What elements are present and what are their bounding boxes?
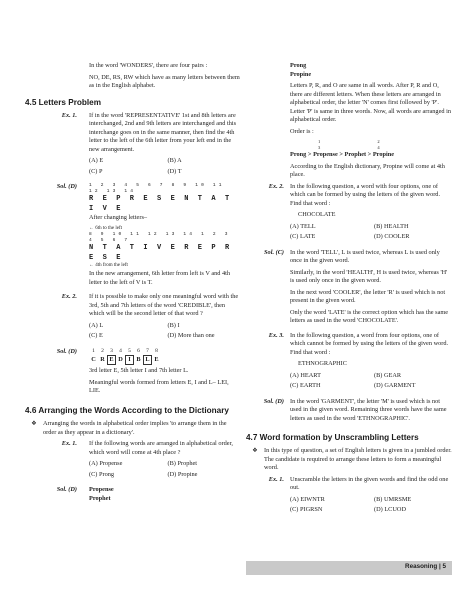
example-2: [25, 293, 240, 345]
option-c: (C) E: [89, 332, 103, 340]
bullet-icon: ❖: [31, 421, 37, 428]
solution-4-6: [25, 486, 240, 503]
section-4-6-title: 4.6 Arranging the Words According to the Dictionary: [25, 405, 229, 415]
word-rearranged: N T A T I V E R E P R E S E: [89, 244, 232, 262]
example-1: [25, 112, 240, 181]
intro-line-2: NO, DE, RS, RW which have as many letters between them as in the English alphabet.: [89, 73, 240, 89]
footer-label: Reasoning: [405, 563, 438, 570]
num-5: 5: [128, 347, 131, 354]
letter-2: R: [100, 355, 105, 363]
options: [290, 372, 452, 391]
options: [89, 460, 240, 479]
option-d: (D) More than one: [167, 332, 215, 340]
option-c: (C) P: [89, 167, 103, 175]
example-4-6-1: [25, 440, 240, 483]
solution-label: Sol. (D): [263, 397, 284, 405]
bullet-item: [246, 447, 452, 473]
left-arrow-label: 6th to the left: [95, 225, 123, 231]
solution-label: Sol. (C): [264, 248, 284, 256]
solution-paragraph-1: In the word 'TELL', L is used twice, whereas L is used only once in the given word.: [290, 248, 440, 265]
given-word: ETHNOGRAPHIC: [298, 360, 347, 368]
option-d: (D) T: [167, 167, 182, 175]
letter-7: L: [143, 355, 152, 366]
credible-numbers: [89, 348, 240, 355]
example-text: If the following words are arranged in alphabetical order, which word will come at 4th place ?: [89, 440, 233, 456]
bullet-icon: ❖: [252, 448, 258, 455]
option-c: (C) PIGRSN: [290, 506, 323, 514]
bullet-text: In this type of question, a set of English letters is given in a jumbled order. The candidate is required to arrange these letters to form a meaningful word.: [264, 447, 452, 472]
options: [290, 496, 452, 515]
option-c: (C) EARTH: [290, 382, 321, 390]
bottom-arrow-label: 4th from the left: [95, 263, 128, 269]
example-2-right: [246, 183, 452, 246]
option-b: (B) GEAR: [374, 371, 402, 379]
after-changing: After changing letters–: [89, 214, 148, 222]
option-a: (A) Propense: [89, 460, 123, 468]
option-d: (D) COOLER: [374, 233, 410, 241]
right-column: [246, 62, 452, 522]
num-7: 7: [146, 347, 149, 354]
order-label: Order is :: [290, 127, 314, 135]
intro-line: In the word 'WONDERS', there are four pairs :: [89, 62, 208, 69]
solution-2: [25, 348, 240, 399]
section-4-5-title: 4.5 Letters Problem: [25, 97, 101, 107]
top-word-1: Prong: [290, 62, 307, 69]
word-representative: R E P R E S E N T A T I V E: [89, 195, 232, 213]
solution-label: Sol. (D): [56, 183, 77, 191]
option-b: (B) Prophet: [167, 460, 198, 468]
solution-paragraph-4: Only the word 'LATE' is the correct option which has the same letters as used in the word 'CHOCOLATE'.: [290, 308, 449, 325]
bottom-arrow-note: ← 4th from the left: [89, 263, 128, 269]
letter-3: E: [107, 355, 116, 366]
option-c: (C) Prong: [89, 470, 115, 478]
solution-paragraph-3: In the next word 'COOLER', the letter 'R' is used which is not present in the given word.: [290, 288, 446, 305]
example-text: In the following question, a word from four options, one of which cannot be formed by using the letters of the given word. Find that word :: [290, 331, 449, 356]
option-d: (D) GARMENT: [374, 382, 416, 390]
option-c: (C) LATE: [290, 233, 316, 241]
letter-4: D: [118, 355, 123, 363]
bullet-item: [25, 420, 240, 437]
footer-text: [405, 563, 446, 572]
footer-divider: |: [438, 563, 443, 570]
num-1: 1: [92, 347, 95, 354]
solution-2-right: [246, 249, 452, 329]
options: [89, 322, 240, 341]
letter-8: E: [154, 355, 159, 363]
option-b: (B) A: [167, 157, 182, 165]
num-8: 8: [155, 347, 158, 354]
solution-paragraph-2: Similarly, in the word 'HEALTH', H is used twice, whereas 'H' is used only once in the given word.: [290, 268, 448, 285]
example-text: In the following question, a word with four options, one of which can be formed by using the letters of the given word. Find that word :: [290, 182, 441, 207]
top-word-2: Propine: [290, 70, 312, 78]
options: [89, 157, 240, 176]
page-number: 5: [442, 563, 446, 570]
option-a: (A) HEART: [290, 371, 321, 379]
solution-word-2: Prophet: [89, 494, 111, 502]
position-numbers: 1 2 3 4 5 6 7 8 9 10 11 12 13 14: [89, 183, 225, 195]
left-arrow-note: ← 6th to the left: [89, 225, 123, 231]
given-word: CHOCOLATE: [298, 211, 336, 219]
bullet-text: Arranging the words in alphabetical order implies 'to arrange them in the order as they appear in a dictionary'.: [43, 420, 227, 436]
paragraph-1: Letters P, R, and O are same in all words. After P, R and O, there are different letters. When these letters are arranged in alphabetical order, the letter 'N' comes first followed by 'P'. Letter 'P' is same in three words. Now, all words are arranged in alphabetical order.: [290, 82, 451, 123]
page-footer: [246, 561, 452, 575]
position-numbers-2: 8 9 10 11 12 13 14 1 2 3 4 5 6 7: [89, 232, 231, 244]
letter-1: C: [91, 355, 96, 363]
option-d: (D) LCUOD: [374, 506, 407, 514]
option-a: (A) E: [89, 157, 104, 165]
solution-3-right: [246, 398, 452, 427]
example-3-right: [246, 332, 452, 395]
credible-letters: [89, 355, 240, 366]
option-a: (A) L: [89, 321, 104, 329]
letter-6: B: [136, 355, 141, 363]
order-chain: Prong > Propense > Prophet > Propine: [290, 151, 395, 159]
num-3: 3: [110, 347, 113, 354]
num-4: 4: [119, 347, 122, 354]
example-label: Ex. 2.: [268, 182, 284, 190]
solution-word-1: Propense: [89, 486, 114, 494]
option-a: (A) TELL: [290, 222, 316, 230]
example-label: Ex. 3.: [268, 331, 284, 339]
example-label: Ex. 1.: [61, 111, 77, 119]
options: [290, 223, 452, 242]
option-b: (B) HEALTH: [374, 222, 409, 230]
solution-text: In the word 'GARMENT', the letter 'M' is used which is not used in the given word. Remaining three words have the same letters as used in the word 'ETHNOGRAPHIC'.: [290, 397, 447, 422]
example-label: Ex. 1.: [268, 475, 284, 483]
example-text: Unscramble the letters in the given words and find the odd one out.: [290, 475, 449, 492]
paragraph-2: According to the English dictionary, Propine will come at 4th place.: [290, 162, 445, 179]
example-label: Ex. 2.: [61, 293, 77, 301]
example-label: Ex. 1.: [61, 440, 77, 448]
section-4-7-title: 4.7 Word formation by Unscrambling Letters: [246, 433, 419, 443]
num-6: 6: [137, 347, 140, 354]
example-text: If it is possible to make only one meaningful word with the 3rd, 5th and 7th letters of the word 'CREDIBLE', then which will be the second letter of that word ?: [89, 293, 239, 318]
option-a: (A) EIWNTR: [290, 495, 325, 503]
solution-label: Sol. (D): [56, 347, 77, 355]
solution-label: Sol. (D): [56, 486, 77, 494]
example-text: If in the word 'REPRESENTATIVE' 1st and 8th letters are interchanged, 2nd and 9th letters are interchanged and this interchange goes on in the same manner, then find the 4th letter to the left of the 6th letter from your left end in the new arrangement.: [89, 111, 237, 153]
solution-1: [25, 183, 240, 290]
option-d: (D) Propine: [167, 470, 198, 478]
option-b: (B) I: [167, 321, 180, 329]
example-4-7-1: [246, 476, 452, 519]
order-numbers: 1 2 3 4: [318, 139, 408, 151]
solution-text: In the new arrangement, 6th letter from left is V and 4th letter to the left of V is T.: [89, 270, 231, 286]
num-2: 2: [101, 347, 104, 354]
solution-text: 3rd letter E, 5th letter I and 7th letter L.: [89, 367, 189, 375]
option-b: (B) UMRSME: [374, 495, 412, 503]
solution-text-2: Meaningful words formed from letters E, I and L– LEI, LIE.: [89, 378, 229, 395]
left-column: [25, 62, 240, 506]
letter-5: I: [125, 355, 134, 366]
